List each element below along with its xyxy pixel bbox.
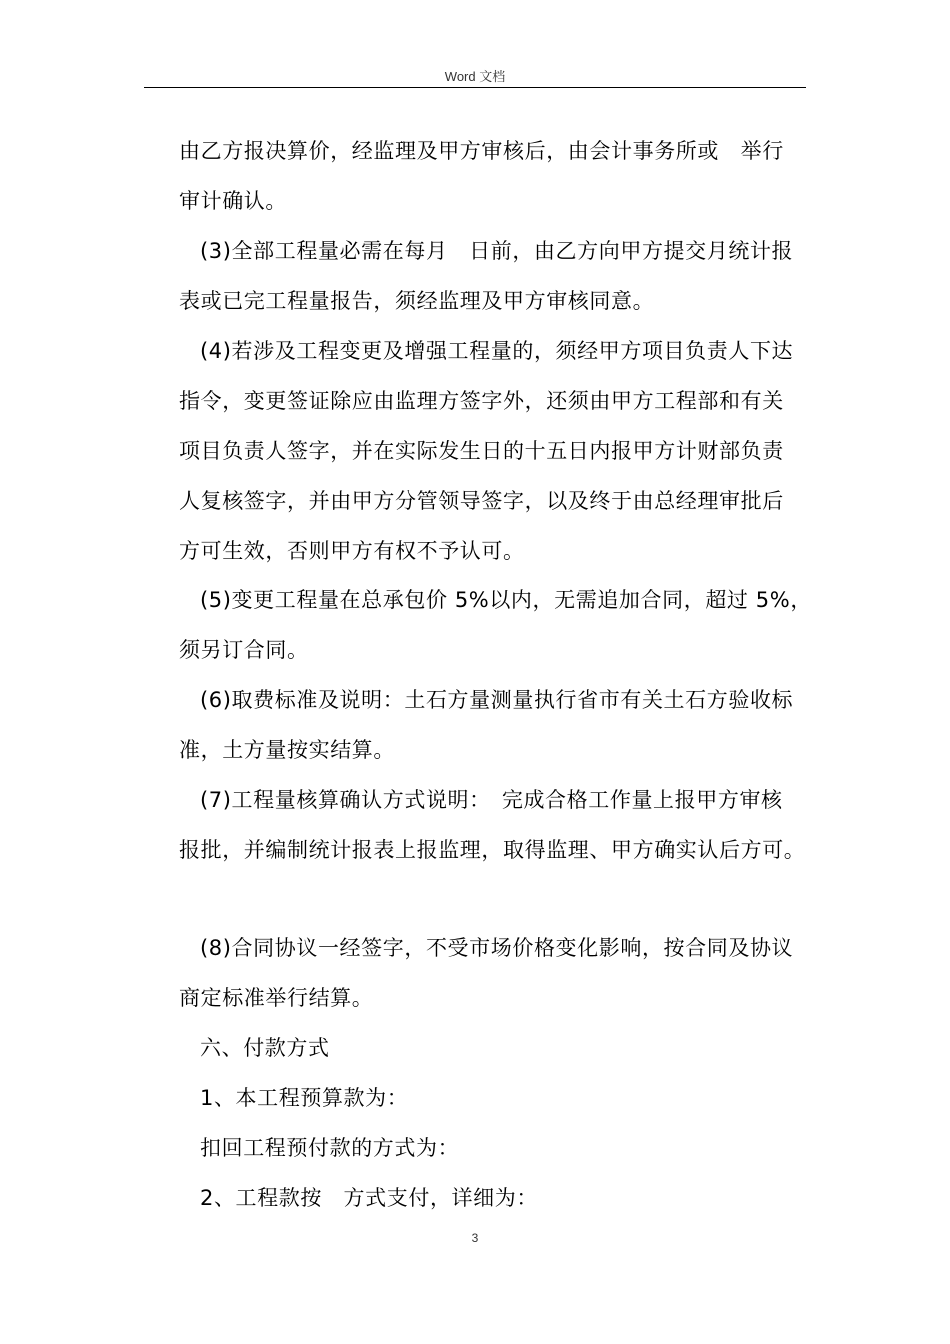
document-header: Word 文档: [444, 69, 506, 84]
body-line: (5)变更工程量在总承包价 5%以内，无需追加合同，超过 5%，: [200, 588, 812, 612]
header-divider: [144, 87, 806, 88]
body-line: (4)若涉及工程变更及增强工程量的，须经甲方项目负责人下达: [200, 339, 794, 363]
body-line: 扣回工程预付款的方式为：: [200, 1136, 460, 1160]
body-line: (8)合同协议一经签字，不受市场价格变化影响，按合同及协议: [200, 936, 794, 960]
body-line: 项目负责人签字，并在实际发生日的十五日内报甲方计财部负责: [179, 439, 784, 463]
body-line: (3)全部工程量必需在每月 日前，由乙方向甲方提交月统计报: [200, 239, 794, 263]
body-line: 方可生效，否则甲方有权不予认可。: [179, 539, 525, 563]
body-line: 商定标准举行结算。: [179, 986, 374, 1010]
body-line: 表或已完工程量报告，须经监理及甲方审核同意。: [179, 289, 655, 313]
body-line: 人复核签字，并由甲方分管领导签字，以及终于由总经理审批后: [179, 489, 784, 513]
page-number: 3: [471, 1231, 479, 1245]
body-line: (6)取费标准及说明：土石方量测量执行省市有关土石方验收标: [200, 688, 794, 712]
body-line: 1、本工程预算款为：: [200, 1086, 409, 1110]
body-line: (7)工程量核算确认方式说明： 完成合格工作量上报甲方审核: [200, 788, 783, 812]
body-line: 准，土方量按实结算。: [179, 738, 395, 762]
body-line: 报批，并编制统计报表上报监理，取得监理、甲方确实认后方可。: [179, 838, 806, 862]
body-line: 由乙方报决算价，经监理及甲方审核后，由会计事务所或 举行: [179, 139, 784, 163]
section-heading: 六、付款方式: [200, 1036, 330, 1060]
body-line: 指令，变更签证除应由监理方签字外，还须由甲方工程部和有关: [179, 389, 784, 413]
body-line: 2、工程款按 方式支付，详细为：: [200, 1186, 538, 1210]
body-line: 须另订合同。: [179, 638, 309, 662]
body-line: 审计确认。: [179, 189, 287, 213]
